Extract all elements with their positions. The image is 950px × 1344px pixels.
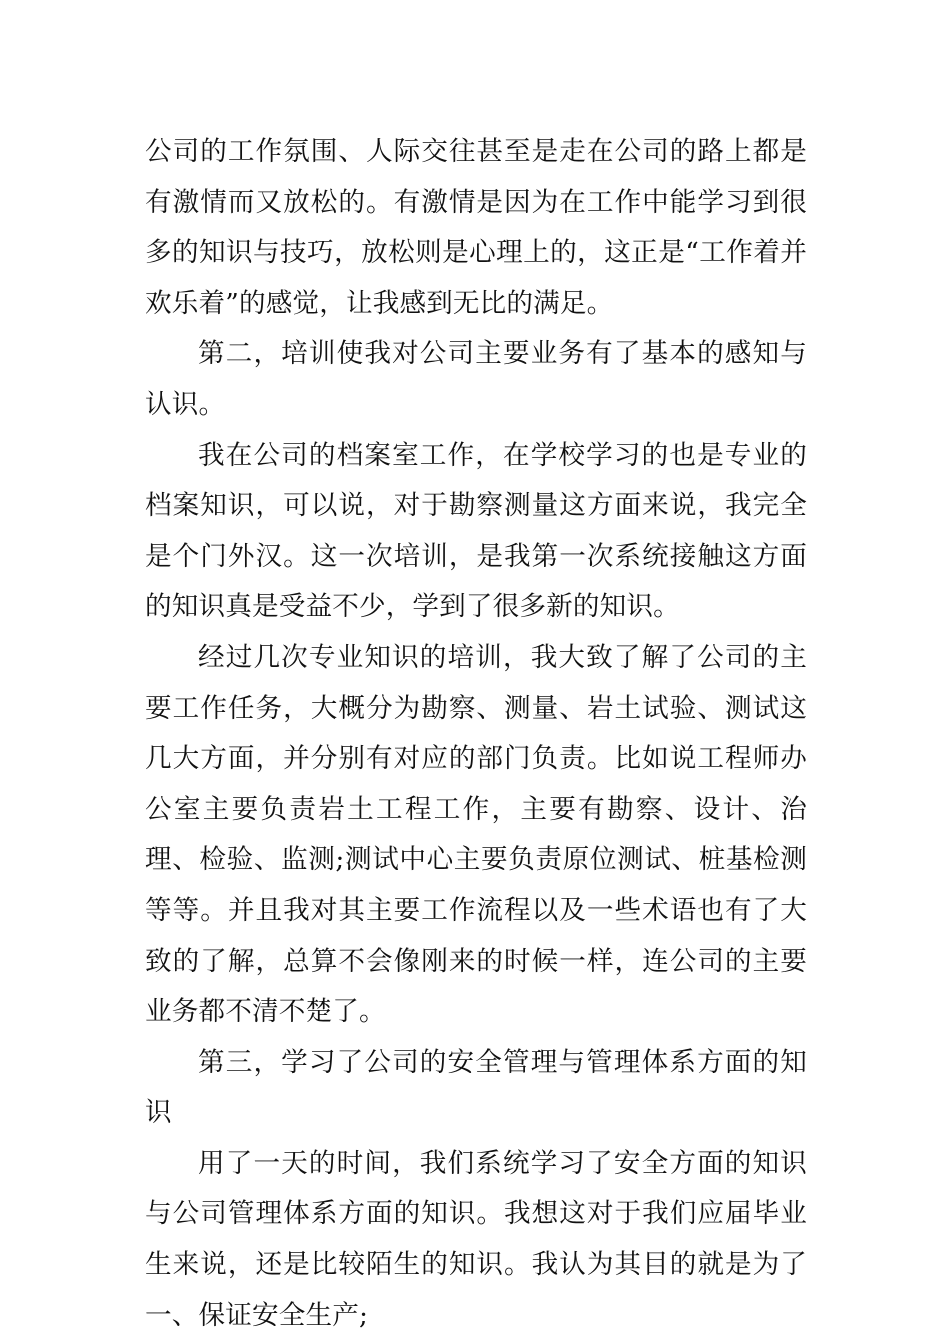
paragraph-third-point-heading: 第三，学习了公司的安全管理与管理体系方面的知识 xyxy=(145,1046,807,1129)
paragraph-business-overview: 经过几次专业知识的培训，我大致了解了公司的主要工作任务，大概分为勘察、测量、岩土试验、测试这几大方面，并分别有对应的部门负责。比如说工程师办公室主要负责岩土工程工作，主要有勘察、设计、治理、检验、监测;测试中心主要负责原位测试、桩基检测等等。并且我对其主要工作流程以及一些术语也有了大致的了解，总算不会像刚来的时候一样，连公司的主要业务都不清不楚了。 xyxy=(145,641,807,1028)
paragraph-archive-work: 我在公司的档案室工作，在学校学习的也是专业的档案知识，可以说，对于勘察测量这方面来说，我完全是个门外汉。这一次培训，是我第一次系统接触这方面的知识真是受益不少，学到了很多新的知识。 xyxy=(145,439,807,623)
paragraph-work-atmosphere: 公司的工作氛围、人际交往甚至是走在公司的路上都是有激情而又放松的。有激情是因为在工作中能学习到很多的知识与技巧，放松则是心理上的，这正是“工作着并欢乐着”的感觉，让我感到无比的满足。 xyxy=(145,136,807,319)
paragraph-safety-training: 用了一天的时间，我们系统学习了安全方面的知识与公司管理体系方面的知识。我想这对于我们应届毕业生来说，还是比较陌生的知识。我认为其目的就是为了一、保证安全生产; xyxy=(145,1147,807,1331)
paragraph-second-point-heading: 第二，培训使我对公司主要业务有了基本的感知与认识。 xyxy=(145,338,807,420)
document-body xyxy=(145,127,807,1341)
